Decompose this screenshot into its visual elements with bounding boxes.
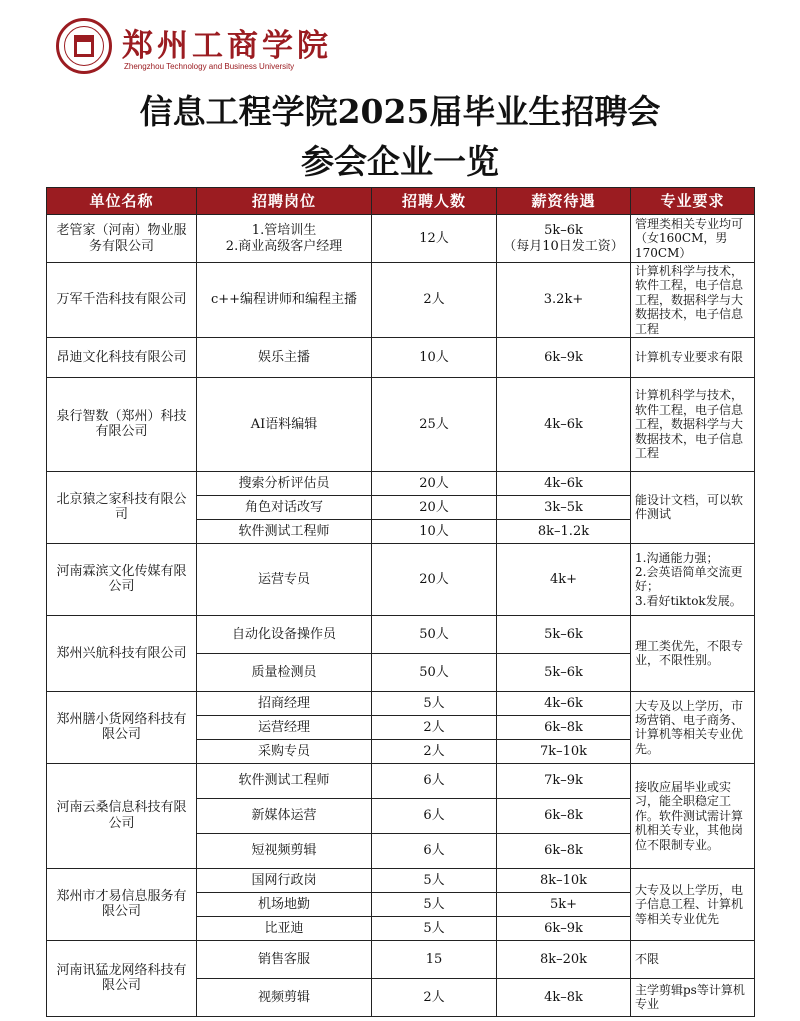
header-position: 招聘岗位 — [197, 188, 372, 215]
hiring-count: 15 — [372, 940, 497, 978]
salary: 6k–8k — [497, 715, 631, 739]
company-name: 郑州市才易信息服务有限公司 — [47, 868, 197, 940]
hiring-count: 20人 — [372, 543, 497, 615]
position-title: 搜索分析评估员 — [197, 471, 372, 495]
table-row — [47, 691, 755, 715]
company-name: 河南云桑信息科技有限公司 — [47, 763, 197, 868]
salary: 6k–8k — [497, 833, 631, 868]
hiring-count: 2人 — [372, 263, 497, 338]
position-title: 新媒体运营 — [197, 798, 372, 833]
university-logo — [56, 18, 332, 82]
position-title: 国网行政岗 — [197, 868, 372, 892]
salary: 8k–10k — [497, 868, 631, 892]
hiring-count: 2人 — [372, 739, 497, 763]
position-title: AI语料编辑 — [197, 377, 372, 471]
salary: 7k–9k — [497, 763, 631, 798]
salary: 5k–6k （每月10日发工资） — [497, 215, 631, 263]
hiring-count: 5人 — [372, 691, 497, 715]
position-title: 机场地勤 — [197, 892, 372, 916]
table-row — [47, 543, 755, 615]
position-title: 比亚迪 — [197, 916, 372, 940]
hiring-count: 2人 — [372, 978, 497, 1016]
page-subtitle: 参会企业一览 — [301, 142, 499, 181]
position-title: 运营经理 — [197, 715, 372, 739]
salary: 8k–1.2k — [497, 519, 631, 543]
hiring-count: 25人 — [372, 377, 497, 471]
major-requirement: 1.沟通能力强； 2.会英语简单交流更好； 3.看好tiktok发展。 — [631, 543, 755, 615]
hiring-count: 2人 — [372, 715, 497, 739]
company-name: 北京猿之家科技有限公司 — [47, 471, 197, 543]
major-requirement: 能设计文档，可以软件测试 — [631, 471, 755, 543]
header-company: 单位名称 — [47, 188, 197, 215]
salary: 4k+ — [497, 543, 631, 615]
header-salary: 薪资待遇 — [497, 188, 631, 215]
position-title: 娱乐主播 — [197, 337, 372, 377]
hiring-count: 6人 — [372, 833, 497, 868]
university-name-cn: 郑州工商学院 — [122, 28, 332, 64]
university-seal-icon — [56, 18, 112, 74]
header-requirement: 专业要求 — [631, 188, 755, 215]
table-row — [47, 940, 755, 978]
position-title: 视频剪辑 — [197, 978, 372, 1016]
major-requirement: 主学剪辑ps等计算机专业 — [631, 978, 755, 1016]
salary: 6k–9k — [497, 916, 631, 940]
hiring-count: 20人 — [372, 495, 497, 519]
salary: 7k–10k — [497, 739, 631, 763]
salary: 6k–9k — [497, 337, 631, 377]
page-title: 信息工程学院2025届毕业生招聘会 — [139, 92, 661, 131]
hiring-count: 5人 — [372, 892, 497, 916]
salary: 3.2k+ — [497, 263, 631, 338]
table-row — [47, 215, 755, 263]
company-name: 昂迪文化科技有限公司 — [47, 337, 197, 377]
hiring-count: 50人 — [372, 615, 497, 653]
hiring-count: 50人 — [372, 653, 497, 691]
position-title: 采购专员 — [197, 739, 372, 763]
salary: 4k–6k — [497, 691, 631, 715]
recruitment-table — [46, 187, 755, 1017]
position-title: 自动化设备操作员 — [197, 615, 372, 653]
header-count: 招聘人数 — [372, 188, 497, 215]
salary: 8k–20k — [497, 940, 631, 978]
major-requirement: 理工类优先，不限专业，不限性别。 — [631, 615, 755, 691]
major-requirement: 不限 — [631, 940, 755, 978]
company-name: 郑州膳小货网络科技有限公司 — [47, 691, 197, 763]
salary: 3k–5k — [497, 495, 631, 519]
table-row — [47, 615, 755, 653]
salary: 5k–6k — [497, 615, 631, 653]
position-title: 软件测试工程师 — [197, 763, 372, 798]
position-title: 软件测试工程师 — [197, 519, 372, 543]
salary: 5k–6k — [497, 653, 631, 691]
company-name: 老管家（河南）物业服务有限公司 — [47, 215, 197, 263]
salary: 4k–6k — [497, 471, 631, 495]
company-name: 万军千浩科技有限公司 — [47, 263, 197, 338]
salary: 4k–6k — [497, 377, 631, 471]
table-header-row — [47, 188, 755, 215]
major-requirement: 计算机科学与技术，软件工程，电子信息工程，数据科学与大数据技术，电子信息工程 — [631, 377, 755, 471]
company-name: 河南霖滨文化传媒有限公司 — [47, 543, 197, 615]
table-row — [47, 337, 755, 377]
major-requirement: 大专及以上学历，电子信息工程、计算机等相关专业优先 — [631, 868, 755, 940]
position-title: 销售客服 — [197, 940, 372, 978]
major-requirement: 计算机专业要求有限 — [631, 337, 755, 377]
table-row — [47, 763, 755, 798]
position-title: 角色对话改写 — [197, 495, 372, 519]
position-title: 1.管培训生 2.商业高级客户经理 — [197, 215, 372, 263]
salary: 6k–8k — [497, 798, 631, 833]
hiring-count: 12人 — [372, 215, 497, 263]
hiring-count: 6人 — [372, 763, 497, 798]
hiring-count: 5人 — [372, 916, 497, 940]
position-title: c++编程讲师和编程主播 — [197, 263, 372, 338]
hiring-count: 5人 — [372, 868, 497, 892]
university-name-en: Zhengzhou Technology and Business University — [124, 62, 295, 71]
table-row — [47, 868, 755, 892]
table-row — [47, 471, 755, 495]
position-title: 运营专员 — [197, 543, 372, 615]
company-name: 泉行智数（郑州）科技有限公司 — [47, 377, 197, 471]
major-requirement: 接收应届毕业或实习，能全职稳定工作。软件测试需计算机相关专业，其他岗位不限制专业。 — [631, 763, 755, 868]
position-title: 质量检测员 — [197, 653, 372, 691]
hiring-count: 10人 — [372, 519, 497, 543]
hiring-count: 20人 — [372, 471, 497, 495]
table-row — [47, 377, 755, 471]
major-requirement: 大专及以上学历，市场营销、电子商务、计算机等相关专业优先。 — [631, 691, 755, 763]
salary: 4k–8k — [497, 978, 631, 1016]
position-title: 短视频剪辑 — [197, 833, 372, 868]
hiring-count: 10人 — [372, 337, 497, 377]
hiring-count: 6人 — [372, 798, 497, 833]
salary: 5k+ — [497, 892, 631, 916]
company-name: 郑州兴航科技有限公司 — [47, 615, 197, 691]
company-name: 河南讯猛龙网络科技有限公司 — [47, 940, 197, 1016]
major-requirement: 管理类相关专业均可 （女160CM，男170CM） — [631, 215, 755, 263]
table-row — [47, 263, 755, 338]
position-title: 招商经理 — [197, 691, 372, 715]
major-requirement: 计算机科学与技术，软件工程，电子信息工程，数据科学与大数据技术，电子信息工程 — [631, 263, 755, 338]
